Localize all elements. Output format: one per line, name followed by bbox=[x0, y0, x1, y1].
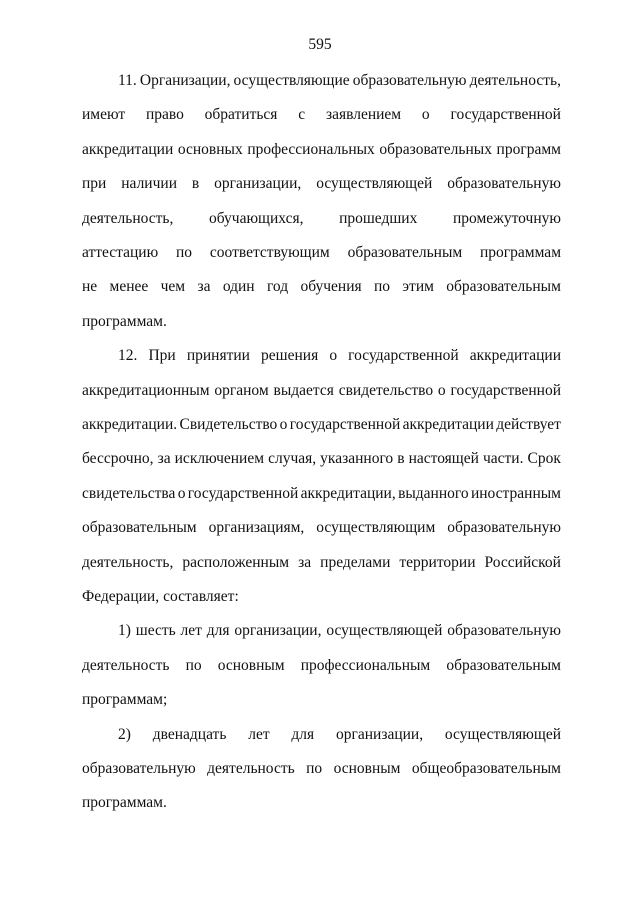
word: общеобразовательным bbox=[411, 760, 561, 777]
word: деятельность bbox=[207, 760, 295, 777]
p11-line bbox=[82, 105, 561, 125]
word: программам. bbox=[82, 794, 167, 811]
word: 12. bbox=[118, 347, 138, 364]
word: Российской bbox=[484, 554, 561, 571]
word: обратиться bbox=[204, 106, 278, 123]
word: 2) bbox=[118, 726, 131, 743]
word: образовательную bbox=[447, 622, 561, 639]
word: образовательным bbox=[347, 244, 463, 261]
p12-line bbox=[82, 553, 561, 573]
word: аккредитации bbox=[402, 416, 494, 433]
word: за bbox=[157, 450, 171, 467]
word: организации, bbox=[234, 622, 322, 639]
word: основным bbox=[217, 657, 285, 674]
word: государственной bbox=[450, 106, 561, 123]
p11-line bbox=[82, 140, 561, 160]
word: программам bbox=[480, 244, 561, 261]
word: программ bbox=[496, 141, 561, 158]
word: при bbox=[82, 175, 107, 192]
word: осуществляющей bbox=[316, 175, 433, 192]
word: прошедших bbox=[339, 210, 418, 227]
word: лет bbox=[180, 622, 202, 639]
word: образовательную bbox=[82, 760, 196, 777]
p12-line bbox=[82, 449, 561, 469]
word: осуществляющей bbox=[326, 622, 443, 639]
word: образовательную bbox=[352, 72, 467, 89]
word: Федерации, bbox=[82, 588, 160, 605]
word: органом bbox=[214, 382, 269, 399]
word: деятельность, bbox=[82, 554, 174, 571]
p12-line bbox=[82, 415, 561, 435]
word: двенадцать bbox=[152, 726, 227, 743]
word: имеют bbox=[82, 106, 126, 123]
word: право bbox=[145, 106, 184, 123]
word: с bbox=[298, 106, 306, 123]
word: бессрочно, bbox=[82, 450, 154, 467]
word: осуществляющим bbox=[316, 519, 436, 536]
word: соответствующим bbox=[209, 244, 330, 261]
word: чем bbox=[160, 278, 186, 295]
word: организации, bbox=[336, 726, 424, 743]
word: по bbox=[176, 244, 193, 261]
word: лет bbox=[248, 726, 270, 743]
word: обучающихся, bbox=[209, 210, 304, 227]
word: государственной bbox=[450, 382, 561, 399]
word: профессиональных bbox=[247, 141, 375, 158]
word: свидетельства bbox=[82, 485, 176, 502]
word: Срок bbox=[527, 450, 561, 467]
word: о bbox=[177, 485, 186, 502]
word: исключением bbox=[174, 450, 265, 467]
word: организациям, bbox=[208, 519, 305, 536]
p11-line bbox=[82, 277, 561, 297]
word: год bbox=[266, 278, 289, 295]
word: в bbox=[397, 450, 405, 467]
word: деятельность, bbox=[469, 72, 561, 89]
word: образовательную bbox=[447, 519, 561, 536]
word: образовательным bbox=[82, 519, 197, 536]
word: в bbox=[191, 175, 200, 192]
item1-line bbox=[82, 656, 561, 676]
p11-line bbox=[82, 312, 561, 332]
word: 1) bbox=[118, 622, 131, 639]
p12-line bbox=[82, 381, 561, 401]
word: обучения bbox=[300, 278, 362, 295]
word: деятельность bbox=[82, 657, 170, 674]
word: выданного bbox=[398, 485, 469, 502]
word: аккредитации bbox=[469, 347, 561, 364]
word: 11. bbox=[118, 72, 137, 89]
word: за bbox=[298, 554, 312, 571]
word: аттестацию bbox=[82, 244, 159, 261]
item2-line bbox=[82, 759, 561, 779]
item2-line bbox=[82, 793, 561, 813]
word: образовательную bbox=[447, 175, 561, 192]
word: Свидетельство bbox=[179, 416, 278, 433]
item1-line bbox=[82, 690, 561, 710]
word: образовательных bbox=[379, 141, 492, 158]
word: осуществляющие bbox=[233, 72, 350, 89]
word: профессиональным bbox=[300, 657, 431, 674]
word: менее bbox=[109, 278, 149, 295]
word: наличии bbox=[121, 175, 177, 192]
word: основным bbox=[333, 760, 401, 777]
word: по bbox=[185, 657, 202, 674]
word: программам. bbox=[82, 313, 167, 330]
word: составляет: bbox=[163, 588, 239, 605]
p12-line bbox=[118, 346, 561, 366]
word: При bbox=[148, 347, 176, 364]
word: основных bbox=[177, 141, 243, 158]
word: не bbox=[82, 278, 98, 295]
p11-line bbox=[82, 209, 561, 229]
word: деятельность, bbox=[82, 210, 174, 227]
p11-line bbox=[82, 174, 561, 194]
word: свидетельство bbox=[338, 382, 434, 399]
word: иностранным bbox=[470, 485, 561, 502]
word: шесть bbox=[135, 622, 176, 639]
p11-line bbox=[82, 243, 561, 263]
word: за bbox=[197, 278, 211, 295]
item2-line bbox=[118, 725, 561, 745]
word: решения bbox=[261, 347, 319, 364]
p12-line bbox=[82, 518, 561, 538]
word: расположенным bbox=[182, 554, 290, 571]
word: о bbox=[329, 347, 338, 364]
word: о bbox=[437, 382, 446, 399]
word: этим bbox=[402, 278, 434, 295]
word: организации, bbox=[214, 175, 302, 192]
word: аккредитации, bbox=[300, 485, 396, 502]
word: по bbox=[374, 278, 391, 295]
p11-line bbox=[118, 71, 561, 91]
item1-line bbox=[118, 621, 561, 641]
word: территории bbox=[399, 554, 476, 571]
word: части. bbox=[482, 450, 524, 467]
word: для bbox=[291, 726, 315, 743]
word: о bbox=[421, 106, 430, 123]
word: аккредитационным bbox=[82, 382, 210, 399]
word: государственной bbox=[187, 485, 299, 502]
word: случая, bbox=[268, 450, 317, 467]
word: образовательным bbox=[446, 278, 561, 295]
word: пределами bbox=[320, 554, 391, 571]
word: настоящей bbox=[408, 450, 479, 467]
page-number: 595 bbox=[308, 36, 332, 53]
word: государственной bbox=[348, 347, 459, 364]
word: для bbox=[206, 622, 230, 639]
word: указанного bbox=[320, 450, 394, 467]
word: выдается bbox=[273, 382, 334, 399]
word: аккредитации. bbox=[82, 416, 178, 433]
word: образовательным bbox=[446, 657, 561, 674]
word: промежуточную bbox=[452, 210, 561, 227]
word: по bbox=[306, 760, 323, 777]
word: государственной bbox=[289, 416, 401, 433]
word: Организации, bbox=[139, 72, 231, 89]
p12-line bbox=[82, 484, 561, 504]
word: аккредитации bbox=[82, 141, 174, 158]
word: о bbox=[279, 416, 288, 433]
word: один bbox=[222, 278, 255, 295]
word: действует bbox=[496, 416, 561, 433]
p12-line bbox=[82, 587, 561, 607]
word: заявлением bbox=[325, 106, 402, 123]
word: программам; bbox=[82, 691, 168, 708]
word: принятии bbox=[186, 347, 250, 364]
word: осуществляющей bbox=[444, 726, 561, 743]
